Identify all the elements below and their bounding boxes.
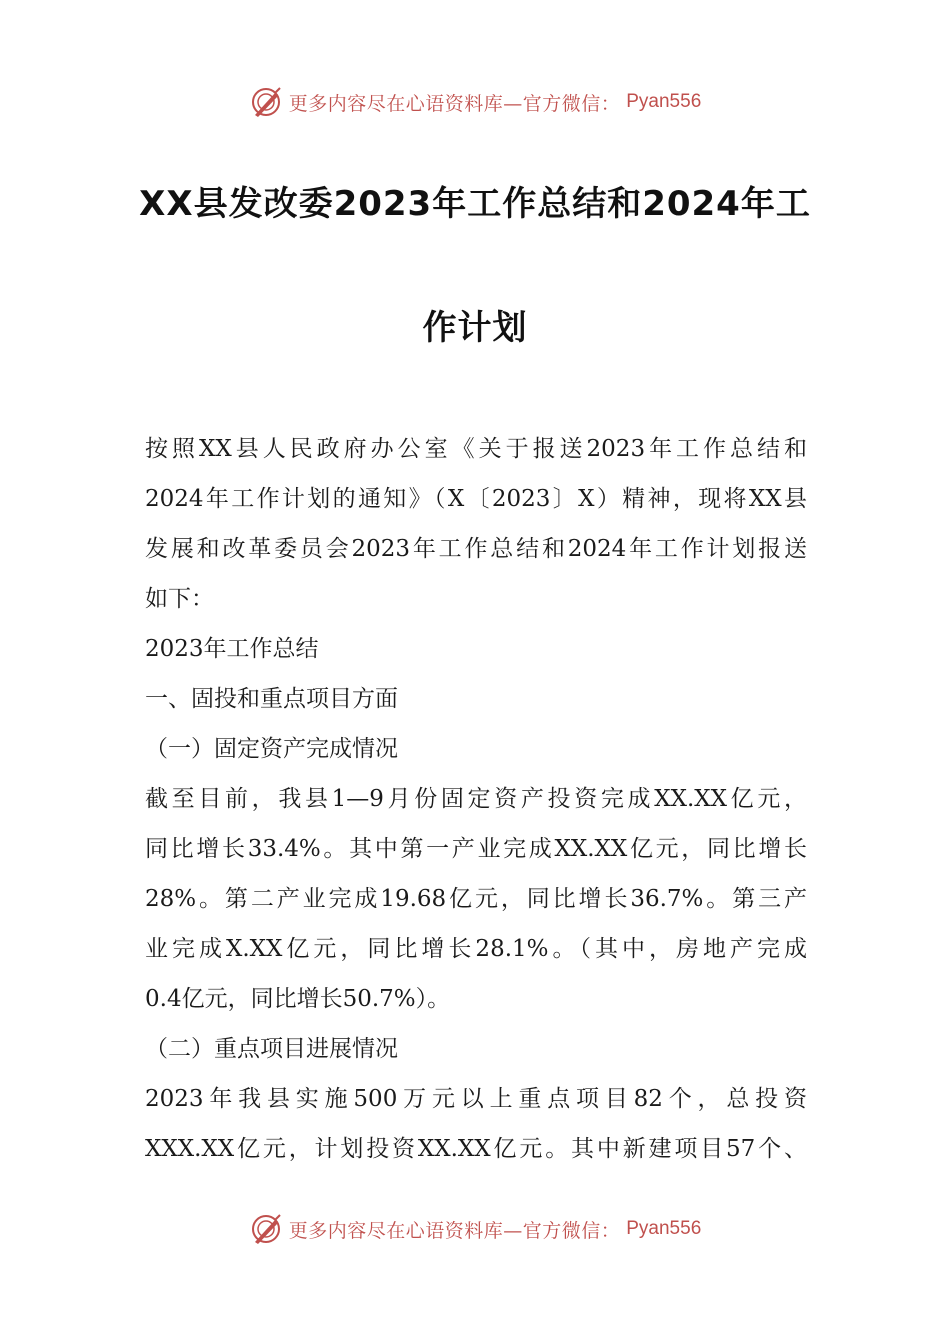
- body-line: 业完成X.XX亿元，同比增长28.1%。（其中，房地产完成: [145, 936, 807, 962]
- body-line: 2023年我县实施500万元以上重点项目82个，总投资: [145, 1086, 807, 1112]
- watermark-text: 更多内容尽在心语资料库—官方微信：: [288, 92, 621, 115]
- body-line: 同比增长33.4%。其中第一产业完成XX.XX亿元，同比增长: [145, 836, 807, 862]
- watermark-wechat-id: Pyan556: [626, 1218, 702, 1239]
- document-body: [145, 424, 807, 1174]
- subsection-heading: （一）固定资产完成情况: [145, 736, 398, 762]
- document-title-line-2: 作计划: [422, 308, 528, 348]
- body-line: 按照XX县人民政府办公室《关于报送2023年工作总结和: [145, 436, 807, 462]
- body-line: 如下：: [145, 586, 214, 612]
- pen-logo-icon: [249, 85, 283, 119]
- document-title-line-1: XX县发改委2023年工作总结和2024年工: [139, 184, 811, 224]
- body-line: XXX.XX亿元，计划投资XX.XX亿元。其中新建项目57个、: [145, 1136, 807, 1162]
- watermark-wechat-id: Pyan556: [626, 91, 702, 112]
- body-line: 28%。第二产业完成19.68亿元，同比增长36.7%。第三产: [145, 886, 807, 912]
- pen-logo-icon: [249, 1212, 283, 1246]
- section-heading: 2023年工作总结: [145, 636, 319, 662]
- watermark-footer: [0, 1209, 950, 1249]
- watermark-header: [0, 82, 950, 122]
- watermark-text: 更多内容尽在心语资料库—官方微信：: [288, 1219, 621, 1242]
- body-line: 截至目前，我县1—9月份固定资产投资完成XX.XX亿元，: [145, 786, 807, 812]
- subsection-heading: （二）重点项目进展情况: [145, 1036, 398, 1062]
- body-line: 2024年工作计划的通知》（X〔2023〕X）精神，现将XX县: [145, 486, 807, 512]
- section-heading: 一、固投和重点项目方面: [145, 686, 398, 712]
- body-line: 0.4亿元，同比增长50.7%）。: [145, 986, 451, 1012]
- body-line: 发展和改革委员会2023年工作总结和2024年工作计划报送: [145, 536, 807, 562]
